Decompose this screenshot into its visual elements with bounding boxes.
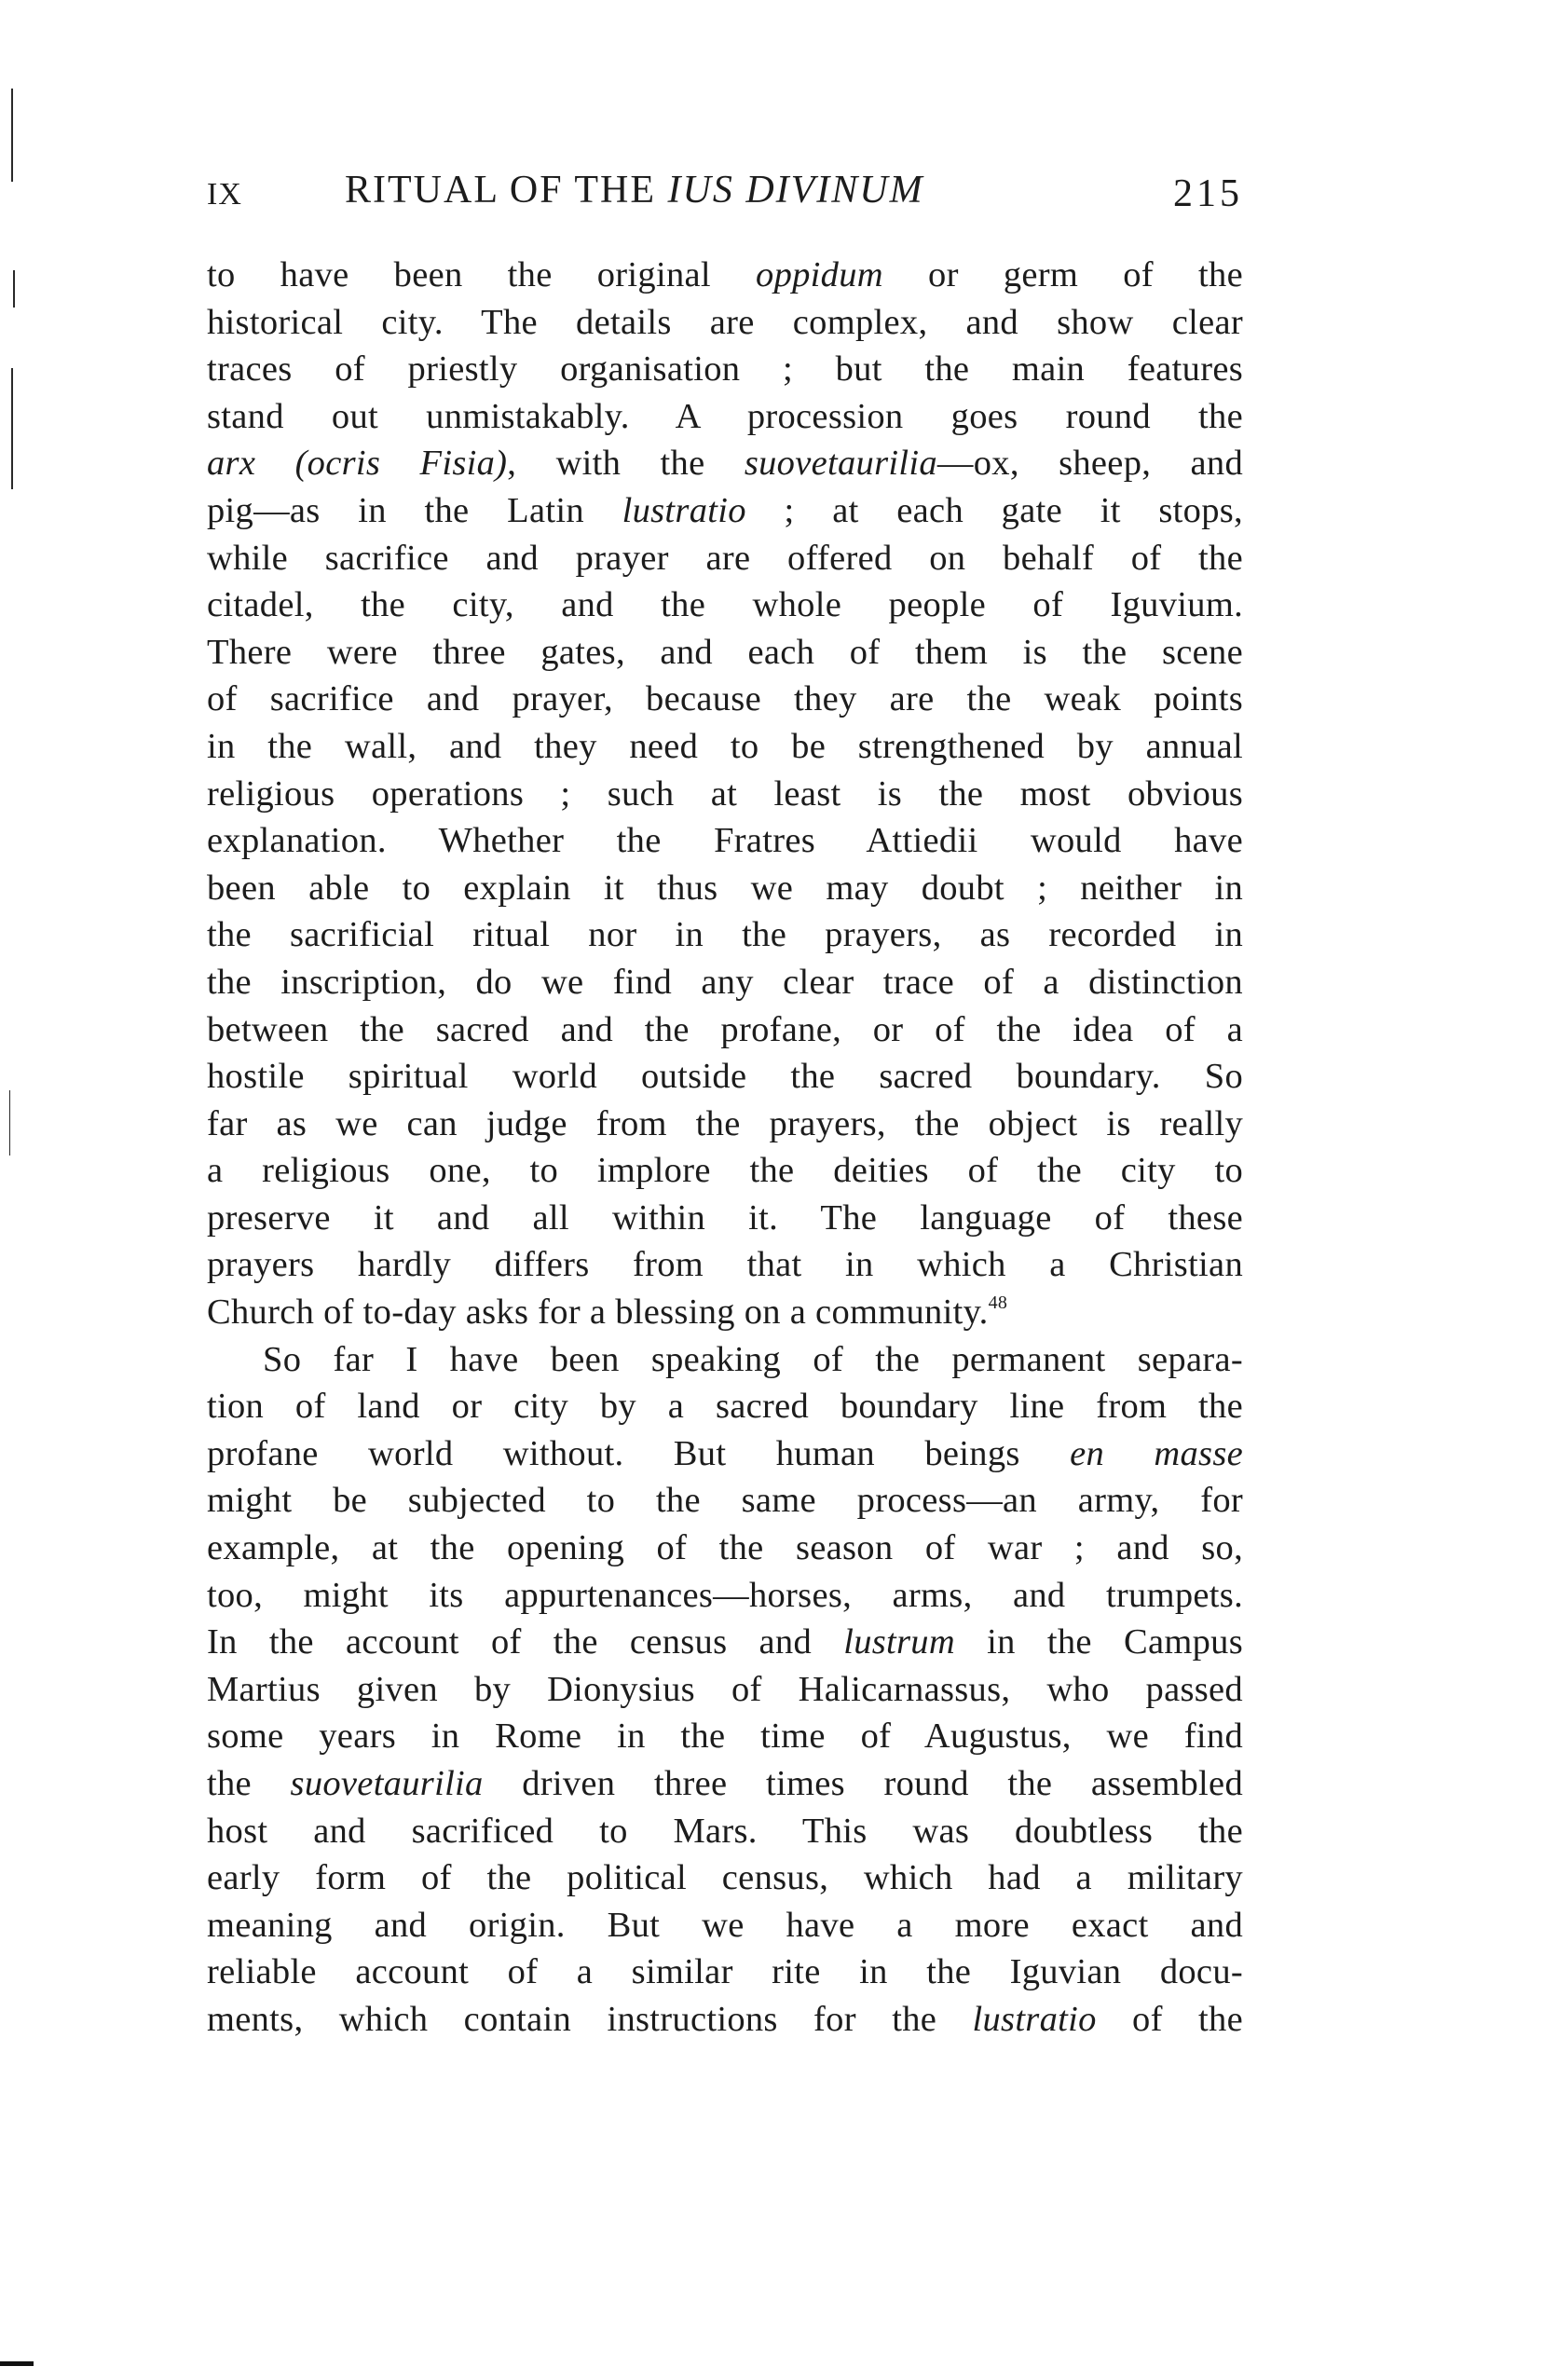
text-line: too, might its appurtenances—horses, arms, and trumpets.: [207, 1575, 1243, 1615]
text-line: Church of to-day asks for a blessing on a community.$^{48}$: [207, 1293, 1008, 1333]
text-line: arx (ocris Fisia), with the suovetaurilia—ox, sheep, and: [207, 444, 1244, 484]
text-line: hostile spiritual world outside the sacred boundary. So: [207, 1057, 1243, 1097]
text-line: might be subjected to the same process—an army, for: [207, 1481, 1243, 1521]
text-line: while sacrifice and prayer are offered on behalf of the: [207, 538, 1243, 578]
text-line: Martius given by Dionysius of Halicarnassus, who passed: [207, 1669, 1243, 1709]
text-line: to have been the original oppidum or germ of the: [207, 255, 1243, 294]
paragraph: [207, 252, 1243, 1336]
text-line: the sacrificial ritual nor in the prayers, as recorded in: [207, 915, 1243, 955]
page-number: 215: [1173, 172, 1243, 215]
text-line: There were three gates, and each of them is the scene: [207, 632, 1243, 672]
text-line: between the sacred and the profane, or of the idea of a: [207, 1009, 1243, 1049]
paragraph: [207, 1336, 1243, 2044]
text-line: example, at the opening of the season of war ; and so,: [207, 1528, 1243, 1568]
text-line: the inscription, do we find any clear trace of a distinction: [207, 962, 1243, 1002]
scan-edge-mark: [11, 89, 13, 182]
text-line: preserve it and all within it. The language of these: [207, 1197, 1243, 1238]
text-line: traces of priestly organisation ; but the main features: [207, 349, 1243, 390]
text-line: stand out unmistakably. A procession goes round the: [207, 396, 1243, 436]
text-line: been able to explain it thus we may doubt ; neither in: [207, 868, 1243, 908]
text-line: reliable account of a similar rite in the Iguvian docu-: [207, 1952, 1243, 1992]
text-line: some years in Rome in the time of Augustus, we find: [207, 1717, 1243, 1757]
running-title: RITUAL OF THE IUS DIVINUM: [345, 169, 924, 212]
chapter-number: IX: [207, 177, 242, 212]
text-line: profane world without. But human beings en masse: [207, 1433, 1243, 1473]
text-line: explanation. Whether the Fratres Attiedii would have: [207, 821, 1243, 861]
scan-corner-mark: [0, 2361, 34, 2366]
text-line: of sacrifice and prayer, because they are the weak points: [207, 679, 1243, 719]
scan-edge-mark: [9, 1090, 10, 1156]
text-line: far as we can judge from the prayers, the object is really: [207, 1103, 1243, 1143]
text-line: meaning and origin. But we have a more exact and: [207, 1905, 1243, 1945]
text-line: In the account of the census and lustrum in the Campus: [207, 1622, 1243, 1662]
text-line: in the wall, and they need to be strengthened by annual: [207, 726, 1243, 766]
scan-edge-mark: [13, 270, 15, 308]
text-line: ments, which contain instructions for the lustratio of the: [207, 1999, 1243, 2039]
scan-edge-mark: [11, 368, 13, 489]
text-line: prayers hardly differs from that in which a Christian: [207, 1245, 1243, 1285]
text-line: pig—as in the Latin lustratio ; at each gate it stops,: [207, 490, 1243, 530]
text-line: the suovetaurilia driven three times round the assembled: [207, 1764, 1243, 1803]
text-line: early form of the political census, which had a military: [207, 1858, 1243, 1898]
footnote-reference[interactable]: 48: [988, 1293, 1008, 1314]
text-line: historical city. The details are complex, and show clear: [207, 302, 1243, 342]
text-line: a religious one, to implore the deities of the city to: [207, 1151, 1243, 1191]
body-text: [207, 252, 1243, 2044]
text-line: tion of land or city by a sacred boundary line from the: [207, 1387, 1243, 1427]
running-head: [207, 168, 1243, 224]
text-line: host and sacrificed to Mars. This was doubtless the: [207, 1811, 1243, 1851]
text-line: citadel, the city, and the whole people of Iguvium.: [207, 585, 1243, 625]
text-line: So far I have been speaking of the permanent separa-: [263, 1339, 1243, 1379]
text-line: religious operations ; such at least is the most obvious: [207, 773, 1243, 814]
